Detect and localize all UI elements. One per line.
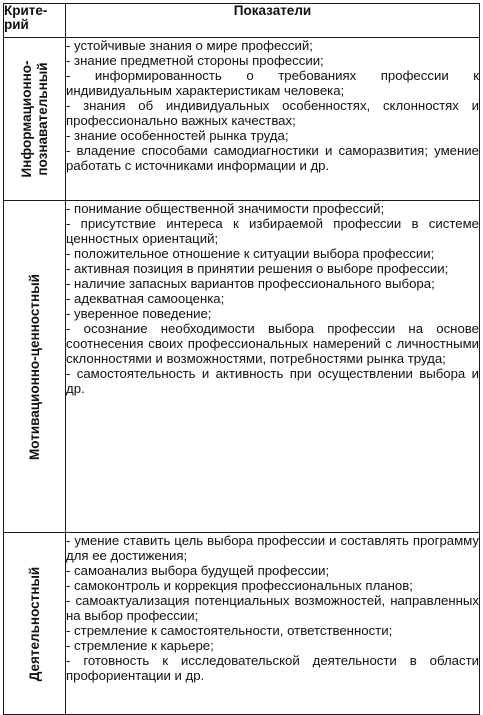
indicator-item: - положительное отношение к ситуации выбора профессии; <box>66 246 435 261</box>
indicator-item: - умение ставить цель выбора профессии и составлять программу для ее достижения; <box>66 533 479 563</box>
table-row <box>4 201 480 533</box>
criterion-label <box>27 566 43 681</box>
indicator-item: - самоанализ выбора будущей профессии; <box>66 563 330 578</box>
indicator-item: - наличие запасных вариантов профессионального выбора; <box>66 276 435 291</box>
indicator-item: - самостоятельность и активность при осуществлении выбора и др. <box>66 366 479 396</box>
criterion-cell <box>4 533 66 715</box>
indicator-item: - стремление к карьере; <box>66 638 214 653</box>
criterion-cell <box>4 201 66 533</box>
indicator-item: - активная позиция в принятии решения о выборе профессии; <box>66 261 449 276</box>
indicator-item: - готовность к исследовательской деятельности в области профориентации и др. <box>66 653 479 683</box>
indicator-item: - информированность о требованиях профессии к индивидуальным характеристикам человека; <box>66 68 479 98</box>
table-row <box>4 533 480 715</box>
criteria-table <box>3 3 480 715</box>
indicator-item: - уверенное поведение; <box>66 306 212 321</box>
indicator-item: - владение способами самодиагностики и саморазвития; умение работать с источниками информации и др. <box>66 143 479 173</box>
indicator-item: - самоконтроль и коррекция профессиональных планов; <box>66 578 413 593</box>
indicator-item: - стремление к самостоятельности, ответственности; <box>66 623 393 638</box>
indicator-item: - присутствие интереса к избираемой профессии в системе ценностных ориентаций; <box>66 216 479 246</box>
indicators-cell <box>66 38 480 201</box>
indicator-list <box>66 38 479 173</box>
header-criterion <box>4 4 66 38</box>
indicator-item: - знание особенностей рынка труда; <box>66 128 289 143</box>
indicator-list <box>66 201 479 396</box>
criterion-label-line1: Деятельностный <box>26 566 42 681</box>
indicator-item: - осознание необходимости выбора профессии на основе соотнесения своих профессиональных намерений с личностными склонностями и возможностями, потребностями рынка труда; <box>66 321 479 366</box>
indicator-item: - самоактуализация потенциальных возможностей, направленных на выбор профессии; <box>66 593 479 623</box>
indicator-item: - устойчивые знания о мире профессий; <box>66 38 313 53</box>
indicators-cell <box>66 201 480 533</box>
indicator-item: - адекватная самооценка; <box>66 291 225 306</box>
criterion-cell <box>4 38 66 201</box>
criterion-label-line1: Мотивационно-ценностный <box>26 273 42 460</box>
header-criterion-line2: рий <box>4 17 29 32</box>
indicator-list <box>66 533 479 683</box>
criterion-label-line2: познавательный <box>34 62 50 176</box>
header-indicators: Показатели <box>66 4 480 38</box>
table-row <box>4 38 480 201</box>
header-criterion-line1: Крите- <box>4 3 48 18</box>
criterion-label <box>19 60 51 177</box>
indicators-cell <box>66 533 480 715</box>
criterion-label-line1: Информационно- <box>18 60 34 178</box>
criterion-label <box>27 274 43 460</box>
indicator-item: - понимание общественной значимости профессий; <box>66 201 385 216</box>
header-row <box>4 4 480 38</box>
indicator-item: - знания об индивидуальных особенностях, склонностях и профессионально важных качествах; <box>66 98 479 128</box>
indicator-item: - знание предметной стороны профессии; <box>66 53 324 68</box>
